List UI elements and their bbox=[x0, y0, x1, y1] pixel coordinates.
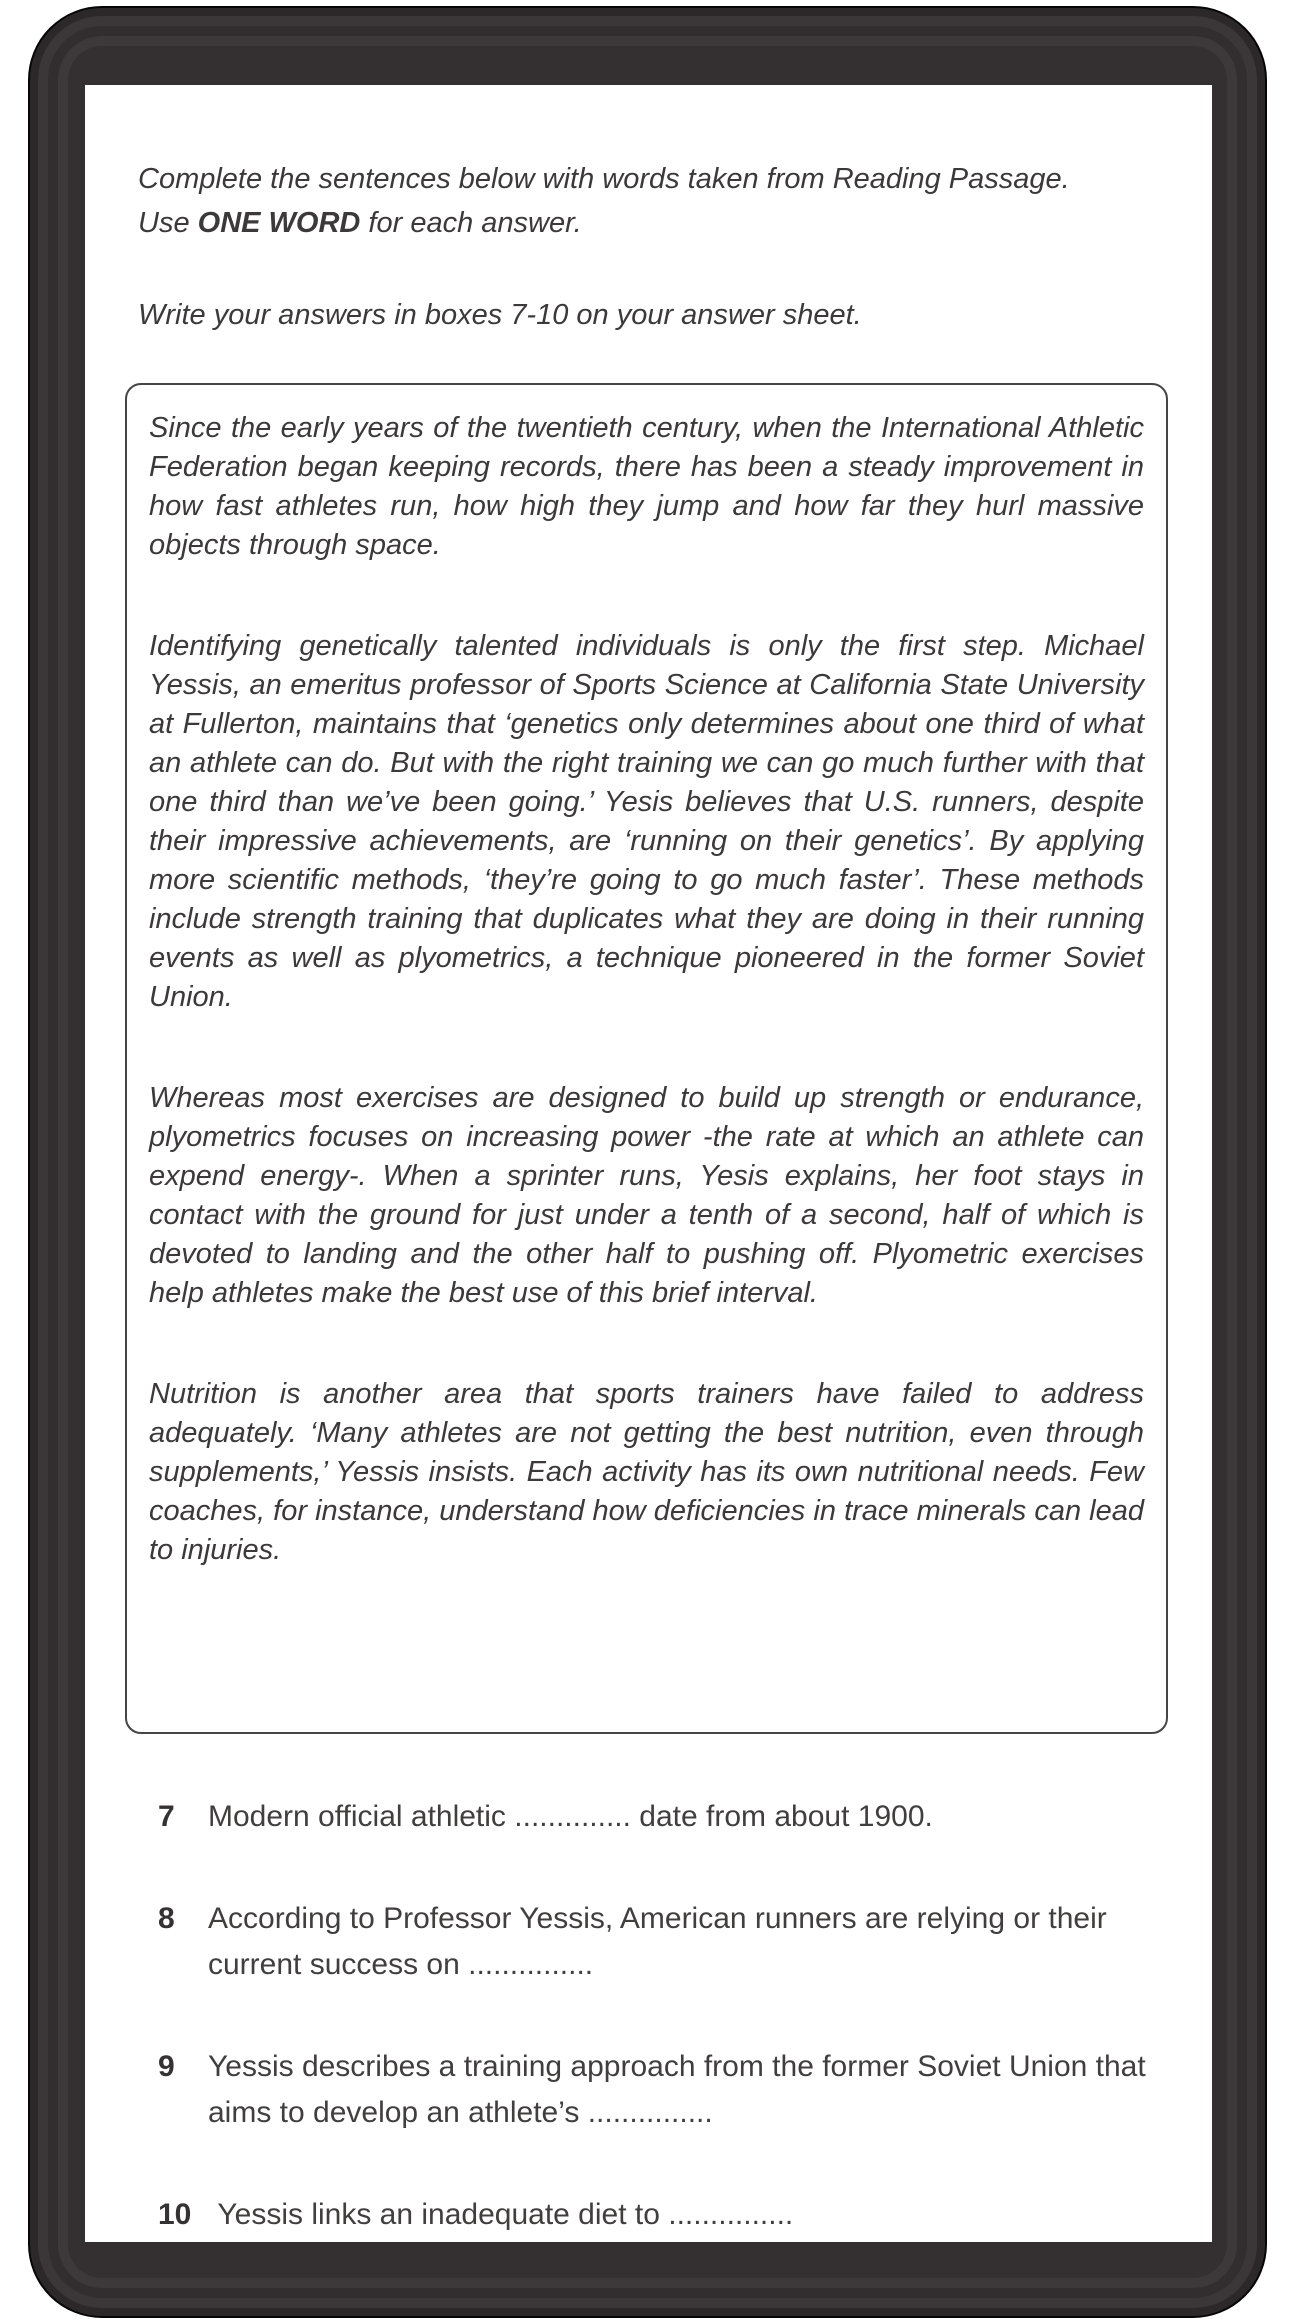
question-text: Modern official athletic .............. date from about 1900. bbox=[208, 1800, 933, 1833]
task-instructions bbox=[138, 157, 1172, 337]
passage-paragraph-1: Since the early years of the twentieth century, when the International Athletic Federation began keeping records, there has been a steady improvement in how fast athletes run, how high they jump and how far they hurl massive objects through space. bbox=[149, 412, 1144, 561]
question-number: 9 bbox=[158, 2050, 175, 2083]
instruction-text-pre: Use bbox=[138, 207, 198, 239]
reading-passage-box bbox=[125, 383, 1168, 1734]
worksheet-page bbox=[85, 85, 1212, 2242]
passage-paragraph-2: Identifying genetically talented individuals is only the first step. Michael Yessis, an emeritus professor of Sports Science at California State University at Fullerton, maintains that ‘genetics only determines about one third of what an athlete can do. But with the right training we can go much further with that one third than we’ve been going.’ Yesis believes that U.S. runners, despite their impressive achievements, are ‘running on their genetics’. By applying more scientific methods, ‘they’re going to go much faster’. These methods include strength training that duplicates what they are doing in their running events as well as plyometrics, a technique pioneered in the former Soviet Union. bbox=[149, 630, 1144, 1013]
question-number: 10 bbox=[158, 2198, 192, 2231]
question-8 bbox=[158, 1896, 1212, 1988]
device-frame bbox=[28, 6, 1267, 2318]
instruction-line-2 bbox=[138, 201, 1172, 245]
question-number: 8 bbox=[158, 1902, 175, 1935]
one-word-emphasis: ONE WORD bbox=[197, 207, 361, 239]
passage-paragraph-3: Whereas most exercises are designed to build up strength or endurance, plyometrics focuses on increasing power -the rate at which an athlete can expend energy-. When a sprinter runs, Yesis explains, her foot stays in contact with the ground for just under a tenth of a second, half of which is devoted to landing and the other half to pushing off. Plyometric exercises help athletes make the best use of this brief interval. bbox=[149, 1082, 1144, 1309]
questions-list bbox=[158, 1794, 1212, 2238]
question-7 bbox=[158, 1794, 1212, 1840]
question-text: According to Professor Yessis, American runners are relying or their current success on ............... bbox=[208, 1902, 1107, 1981]
question-text: Yessis links an inadequate diet to ............... bbox=[217, 2198, 794, 2231]
passage-paragraph-4: Nutrition is another area that sports trainers have failed to address adequately. ‘Many athletes are not getting the best nutrition, even through supplements,’ Yessis insists. Each activity has its own nutritional needs. Few coaches, for instance, understand how deficiencies in trace minerals can lead to injuries. bbox=[149, 1378, 1144, 1566]
question-number: 7 bbox=[158, 1800, 175, 1833]
question-9 bbox=[158, 2044, 1212, 2136]
instruction-text-post: for each answer. bbox=[360, 207, 582, 239]
answer-sheet-note: Write your answers in boxes 7-10 on your answer sheet. bbox=[138, 299, 862, 331]
question-text: Yessis describes a training approach from the former Soviet Union that aims to develop an athlete’s ............... bbox=[208, 2050, 1146, 2129]
question-10 bbox=[158, 2192, 1212, 2238]
instruction-text: Complete the sentences below with words taken from Reading Passage. bbox=[138, 163, 1070, 195]
instruction-line-1 bbox=[138, 157, 1172, 201]
